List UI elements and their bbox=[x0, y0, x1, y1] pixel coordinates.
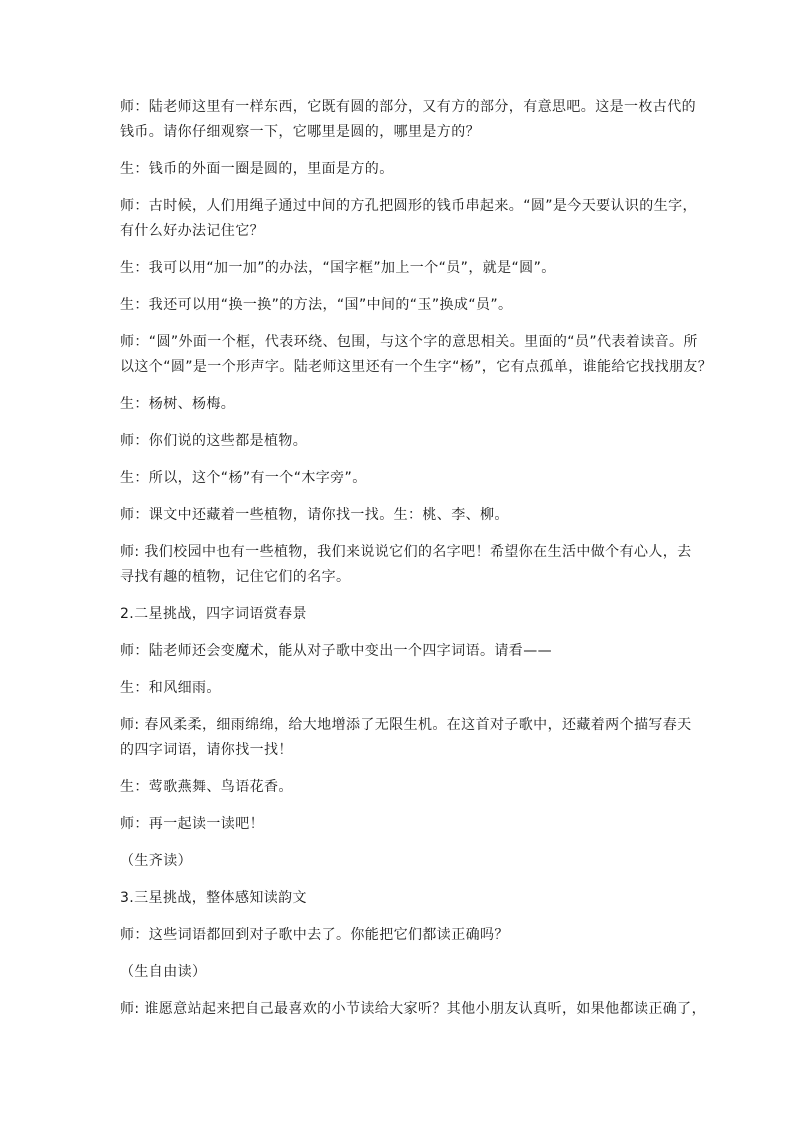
paragraph bbox=[120, 466, 682, 491]
paragraph-line: 师: 谁愿意站起来把自己最喜欢的小节读给大家听？其他小朋友认真听，如果他都读正确了， bbox=[120, 1001, 706, 1017]
paragraph bbox=[120, 194, 697, 244]
paragraph-line: 生：杨树、杨梅。 bbox=[120, 396, 236, 412]
paragraph bbox=[120, 960, 682, 985]
paragraph bbox=[120, 923, 682, 948]
paragraph-line: （生齐读） bbox=[120, 853, 192, 869]
paragraph-line: 以这个“圆”是一个形声字。陆老师这里还有一个生字“杨”，它有点孤单，谁能给它找找朋友？ bbox=[120, 359, 713, 375]
paragraph-line: 师：“圆”外面一个框，代表环绕、包围，与这个字的意思相关。里面的“员”代表着读音。所 bbox=[120, 334, 698, 350]
paragraph bbox=[120, 713, 692, 763]
paragraph-line: 3.三星挑战，整体感知读韵文 bbox=[120, 890, 307, 906]
paragraph-line: 生：钱币的外面一圈是圆的，里面是方的。 bbox=[120, 161, 394, 177]
paragraph-line: 生：所以，这个“杨”有一个“木字旁”。 bbox=[120, 470, 367, 486]
paragraph bbox=[120, 503, 682, 528]
paragraph-line: 2.二星挑战，四字词语赏春景 bbox=[120, 606, 307, 622]
paragraph bbox=[120, 602, 682, 627]
paragraph-line: 钱币。请你仔细观察一下，它哪里是圆的，哪里是方的？ bbox=[120, 124, 480, 140]
paragraph bbox=[120, 95, 696, 145]
paragraph bbox=[120, 256, 682, 281]
paragraph-line: 师：陆老师还会变魔术，能从对子歌中变出一个四字词语。请看—— bbox=[120, 643, 552, 659]
paragraph-line: 生：莺歌燕舞、鸟语花香。 bbox=[120, 779, 293, 795]
paragraph-line: 师: 我们校园中也有一些植物，我们来说说它们的名字吧！希望你在生活中做个有心人，去 bbox=[120, 544, 692, 560]
paragraph bbox=[120, 330, 713, 380]
paragraph bbox=[120, 812, 682, 837]
paragraph-line: 生：和风细雨。 bbox=[120, 680, 221, 696]
paragraph bbox=[120, 157, 682, 182]
paragraph bbox=[120, 429, 682, 454]
paragraph-line: 师：再一起读一读吧！ bbox=[120, 816, 264, 832]
paragraph bbox=[120, 849, 682, 874]
paragraph-line: 师: 春风柔柔，细雨绵绵，给大地增添了无限生机。在这首对子歌中，还藏着两个描写春天 bbox=[120, 717, 692, 733]
paragraph-line: 生：我还可以用“换一换”的方法，“国”中间的“玉”换成“员”。 bbox=[120, 297, 513, 313]
paragraph-line: 师：古时候，人们用绳子通过中间的方孔把圆形的钱币串起来。“圆”是今天要认识的生字， bbox=[120, 198, 697, 214]
paragraph bbox=[120, 775, 682, 800]
paragraph bbox=[120, 886, 682, 911]
paragraph-line: 师：你们说的这些都是植物。 bbox=[120, 433, 308, 449]
paragraph bbox=[120, 997, 706, 1022]
paragraph-line: 师：这些词语都回到对子歌中去了。你能把它们都读正确吗？ bbox=[120, 927, 509, 943]
paragraph bbox=[120, 293, 682, 318]
paragraph bbox=[120, 639, 682, 664]
paragraph-line: 的四字词语，请你找一找！ bbox=[120, 742, 293, 758]
paragraph bbox=[120, 392, 682, 417]
paragraph bbox=[120, 540, 692, 590]
paragraph-line: 师：陆老师这里有一样东西，它既有圆的部分，又有方的部分，有意思吧。这是一枚古代的 bbox=[120, 99, 696, 115]
paragraph-line: 生：我可以用“加一加”的办法，“国字框”加上一个“员”，就是“圆”。 bbox=[120, 260, 556, 276]
paragraph-line: 寻找有趣的植物，记住它们的名字。 bbox=[120, 569, 351, 585]
paragraph-line: （生自由读） bbox=[120, 964, 207, 980]
paragraph bbox=[120, 676, 682, 701]
document-body bbox=[120, 95, 713, 1034]
paragraph-line: 师：课文中还藏着一些植物，请你找一找。生：桃、李、柳。 bbox=[120, 507, 509, 523]
paragraph-line: 有什么好办法记住它？ bbox=[120, 223, 264, 239]
